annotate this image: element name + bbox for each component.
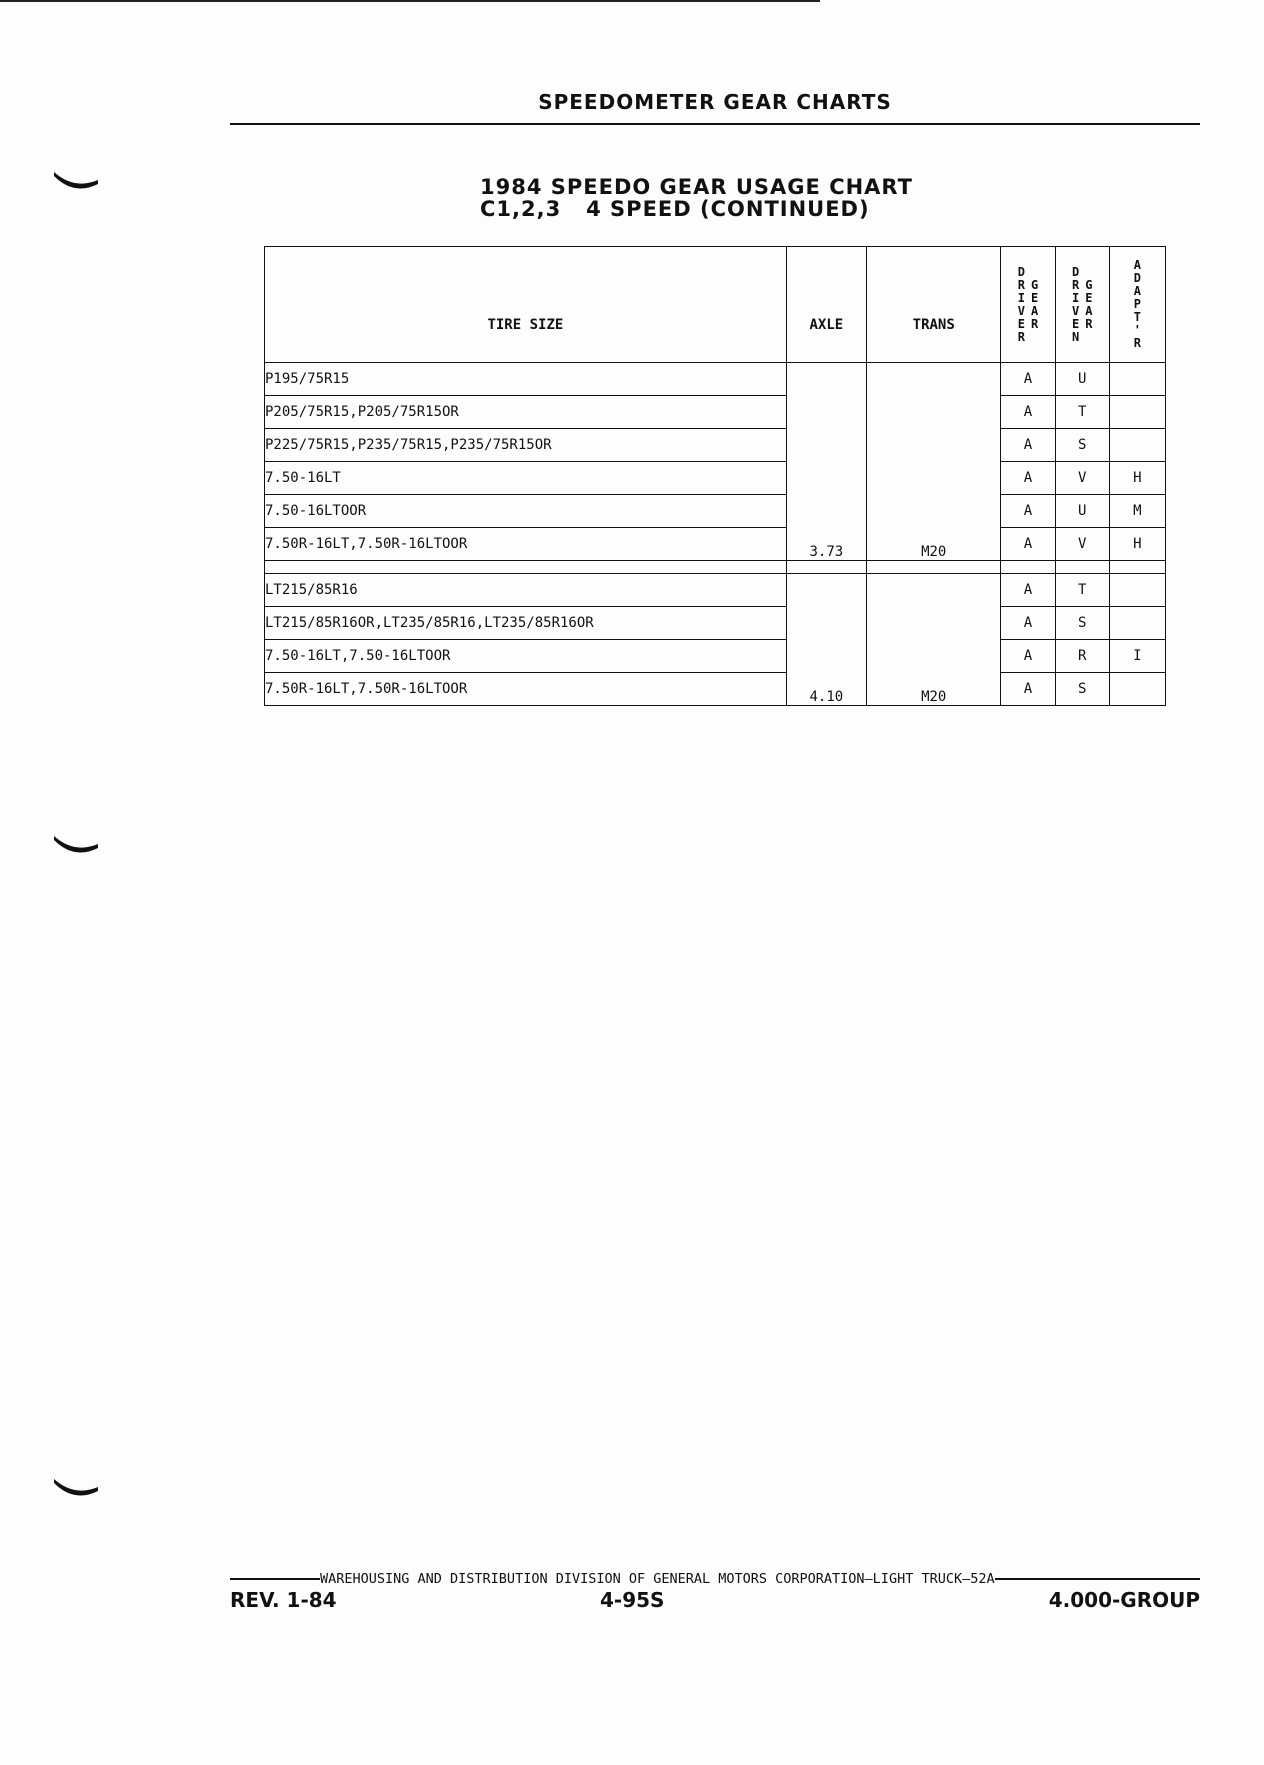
header-letter: R <box>1085 316 1093 331</box>
drive-gear-cell: A <box>1001 429 1055 462</box>
drive-gear-cell: A <box>1001 495 1055 528</box>
header-letter: E <box>1017 316 1026 331</box>
drive-gear-cell: A <box>1001 462 1055 495</box>
header-letter: D <box>1071 264 1080 279</box>
axle-cell: 3.73 <box>786 363 866 561</box>
header-drive-right <box>1031 279 1038 331</box>
header-letter: T <box>1133 310 1141 324</box>
header-letter: G <box>1031 277 1039 292</box>
tire-size-cell: 7.50R-16LT,7.50R-16LTOOR <box>265 528 787 561</box>
drive-gear-cell: A <box>1001 363 1055 396</box>
binder-hole-mark <box>52 832 100 856</box>
header-letter: A <box>1085 303 1093 318</box>
header-letter: A <box>1133 258 1141 272</box>
adapter-cell <box>1109 363 1165 396</box>
footer-dash <box>995 1578 1200 1580</box>
tire-size-cell: 7.50R-16LT,7.50R-16LTOOR <box>265 673 787 706</box>
tire-size-cell: 7.50-16LT <box>265 462 787 495</box>
header-letter: R <box>1133 336 1141 350</box>
footer-division-line <box>230 1571 1200 1587</box>
header-letter: R <box>1017 329 1026 344</box>
adapter-cell <box>1109 673 1165 706</box>
adapter-cell <box>1109 607 1165 640</box>
header-letter: I <box>1017 290 1026 305</box>
driven-gear-cell: V <box>1055 528 1109 561</box>
header-adapter-text <box>1110 259 1165 350</box>
driven-gear-cell: U <box>1055 363 1109 396</box>
header-letter: D <box>1017 264 1026 279</box>
header-rule <box>230 123 1200 125</box>
header-driven-right <box>1085 279 1092 331</box>
header-letter: I <box>1071 290 1080 305</box>
drive-gear-cell: A <box>1001 607 1055 640</box>
adapter-cell: H <box>1109 462 1165 495</box>
adapter-cell: I <box>1109 640 1165 673</box>
adapter-cell <box>1109 429 1165 462</box>
binder-hole-mark <box>52 1475 100 1499</box>
driven-gear-cell: S <box>1055 673 1109 706</box>
header-letter: P <box>1133 297 1141 311</box>
adapter-cell <box>1109 396 1165 429</box>
tire-size-cell: P205/75R15,P205/75R15OR <box>265 396 787 429</box>
table-header-row <box>265 247 1166 363</box>
header-letter: V <box>1017 303 1026 318</box>
axle-cell: 4.10 <box>786 574 866 706</box>
footer-rev: REV. 1-84 <box>230 1588 337 1612</box>
table-row <box>265 528 1166 561</box>
page-header: SPEEDOMETER GEAR CHARTS <box>538 90 892 114</box>
header-letter: R <box>1071 277 1080 292</box>
table-row <box>265 429 1166 462</box>
adapter-cell: M <box>1109 495 1165 528</box>
table-row <box>265 574 1166 607</box>
drive-gear-cell: A <box>1001 574 1055 607</box>
tire-size-cell: P225/75R15,P235/75R15,P235/75R15OR <box>265 429 787 462</box>
header-letter: N <box>1071 329 1080 344</box>
adapter-cell <box>1109 574 1165 607</box>
header-letter: R <box>1017 277 1026 292</box>
table-row <box>265 495 1166 528</box>
footer-page-number: 4-95S <box>600 1588 665 1612</box>
table-row <box>265 396 1166 429</box>
header-letter: E <box>1031 290 1039 305</box>
table-row <box>265 640 1166 673</box>
header-letter: A <box>1031 303 1039 318</box>
footer-division-text: WAREHOUSING AND DISTRIBUTION DIVISION OF GENERAL MOTORS CORPORATION—LIGHT TRUCK—52A <box>320 1571 995 1587</box>
header-letter: A <box>1133 284 1141 298</box>
tire-size-cell: LT215/85R16 <box>265 574 787 607</box>
driven-gear-cell: T <box>1055 396 1109 429</box>
drive-gear-cell: A <box>1001 396 1055 429</box>
tire-size-cell: 7.50-16LT,7.50-16LTOOR <box>265 640 787 673</box>
trans-cell: M20 <box>867 574 1001 706</box>
header-drive-left <box>1018 266 1025 344</box>
header-axle: AXLE <box>786 247 866 363</box>
drive-gear-cell: A <box>1001 528 1055 561</box>
header-letter: D <box>1133 271 1141 285</box>
header-letter: R <box>1031 316 1039 331</box>
drive-gear-cell: A <box>1001 640 1055 673</box>
chart-title-line2: C1,2,3 4 SPEED (CONTINUED) <box>480 197 870 221</box>
header-adapter <box>1109 247 1165 363</box>
header-drive-gear <box>1001 247 1055 363</box>
chart-title-line1: 1984 SPEEDO GEAR USAGE CHART <box>480 175 913 199</box>
table-row <box>265 607 1166 640</box>
drive-gear-cell: A <box>1001 673 1055 706</box>
header-letter: ' <box>1133 323 1141 337</box>
footer-bottom <box>230 1588 1200 1614</box>
driven-gear-cell: S <box>1055 607 1109 640</box>
table-row <box>265 462 1166 495</box>
footer-group: 4.000-GROUP <box>1048 1588 1200 1612</box>
footer-dash <box>230 1578 320 1580</box>
top-edge-line <box>0 0 820 2</box>
tire-size-cell: P195/75R15 <box>265 363 787 396</box>
header-driven-left <box>1072 266 1079 344</box>
table-row <box>265 673 1166 706</box>
tire-size-cell: LT215/85R16OR,LT235/85R16,LT235/85R16OR <box>265 607 787 640</box>
table-separator-row <box>265 561 1166 574</box>
header-driven-gear <box>1055 247 1109 363</box>
header-tire-size: TIRE SIZE <box>265 247 787 363</box>
chart-title <box>480 176 960 220</box>
header-trans: TRANS <box>867 247 1001 363</box>
header-letter: G <box>1085 277 1093 292</box>
driven-gear-cell: U <box>1055 495 1109 528</box>
driven-gear-cell: R <box>1055 640 1109 673</box>
tire-size-cell: 7.50-16LTOOR <box>265 495 787 528</box>
header-letter: E <box>1085 290 1093 305</box>
adapter-cell: H <box>1109 528 1165 561</box>
table-row <box>265 363 1166 396</box>
binder-hole-mark <box>52 168 100 192</box>
driven-gear-cell: V <box>1055 462 1109 495</box>
header-letter: E <box>1071 316 1080 331</box>
speedo-gear-table <box>264 246 1166 706</box>
driven-gear-cell: S <box>1055 429 1109 462</box>
trans-cell: M20 <box>867 363 1001 561</box>
driven-gear-cell: T <box>1055 574 1109 607</box>
header-letter: V <box>1071 303 1080 318</box>
